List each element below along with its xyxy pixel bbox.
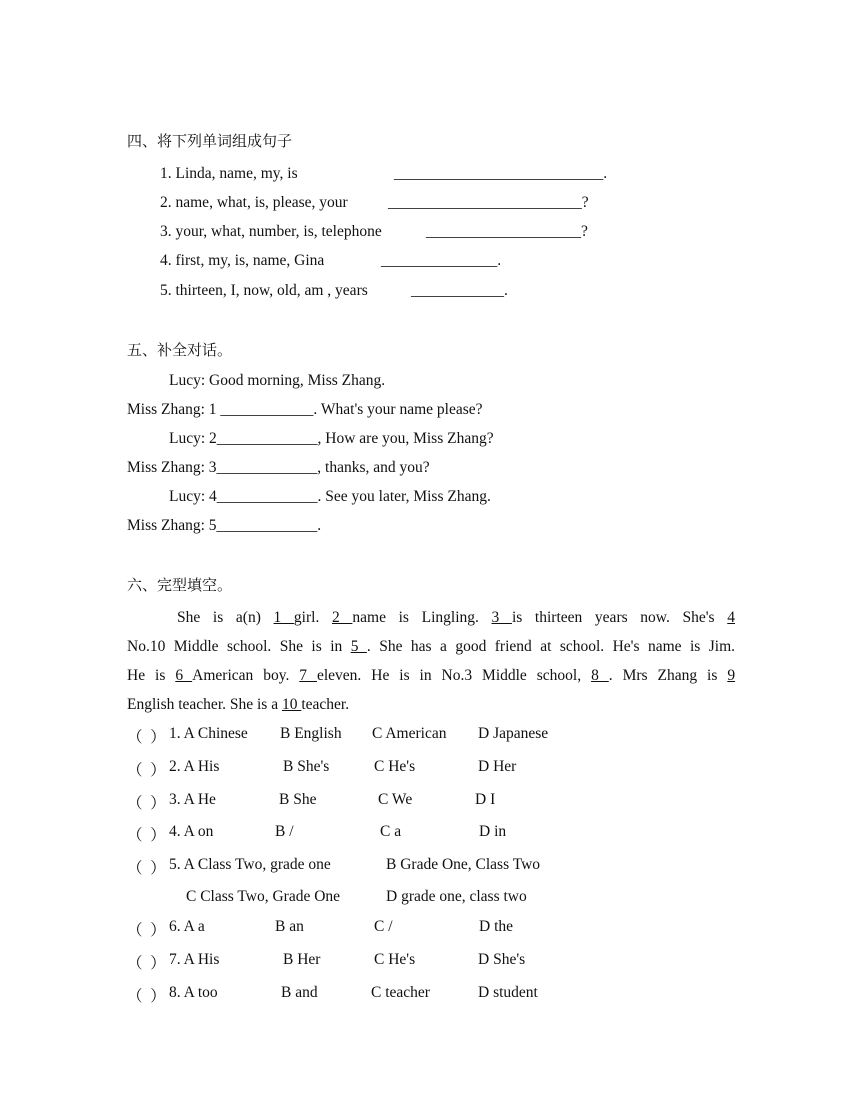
option-c: C He's xyxy=(374,951,416,968)
option-d: D Japanese xyxy=(478,725,549,742)
dialogue-line-6: Miss Zhang: 5_____________. xyxy=(127,517,322,534)
sentence-prompt-3: 3. your, what, number, is, telephone xyxy=(160,223,382,240)
passage-text: is thirteen years now. She's xyxy=(511,609,715,626)
dialogue-line-5: Lucy: 4_____________. See you later, Miss Zhang. xyxy=(169,488,491,505)
option-d: D in xyxy=(479,823,507,840)
option-d: D She's xyxy=(478,951,526,968)
sentence-prompt-4: 4. first, my, is, name, Gina xyxy=(160,252,325,269)
option-b: B Grade One, Class Two xyxy=(386,856,541,873)
passage-text: . Mrs Zhang is xyxy=(608,667,718,684)
passage-text: No.10 Middle school. She is in xyxy=(127,638,343,655)
option-d: D grade one, class two xyxy=(386,888,527,905)
option-c: C Class Two, Grade One xyxy=(186,888,341,905)
option-d: D the xyxy=(479,918,514,935)
section-6-heading: 六、完型填空。 xyxy=(127,576,233,594)
answer-paren[interactable]: （ ） xyxy=(127,860,166,877)
option-c: C teacher xyxy=(371,984,430,1001)
cloze-blank-8[interactable]: 8 xyxy=(591,667,609,684)
answer-paren[interactable]: （ ） xyxy=(127,988,166,1005)
answer-paren[interactable]: （ ） xyxy=(127,762,166,779)
option-c: C a xyxy=(380,823,402,840)
answer-paren[interactable]: （ ） xyxy=(127,922,166,939)
option-a: 4. A on xyxy=(169,823,214,840)
option-a: 7. A His xyxy=(169,951,220,968)
sentence-answer-3[interactable]: ____________________? xyxy=(426,223,588,240)
passage-line-2 xyxy=(127,637,735,666)
option-a: 8. A too xyxy=(169,984,218,1001)
option-b: B English xyxy=(280,725,342,742)
option-b: B an xyxy=(275,918,304,935)
sentence-prompt-2: 2. name, what, is, please, your xyxy=(160,194,348,211)
passage-line-3 xyxy=(127,666,735,695)
sentence-answer-1[interactable]: ___________________________. xyxy=(394,165,608,182)
cloze-blank-3[interactable]: 3 xyxy=(491,609,512,626)
cloze-blank-2[interactable]: 2 xyxy=(331,609,353,626)
cloze-blank-10[interactable]: 10 xyxy=(281,696,302,713)
passage-text: . She has a good friend at school. He's name is Jim. xyxy=(366,638,735,655)
option-c: C American xyxy=(372,725,447,742)
option-a: 5. A Class Two, grade one xyxy=(169,856,331,873)
option-d: D student xyxy=(478,984,538,1001)
answer-paren[interactable]: （ ） xyxy=(127,827,166,844)
section-4-heading: 四、将下列单词组成句子 xyxy=(127,132,293,150)
option-a: 2. A His xyxy=(169,758,220,775)
dialogue-line-2: Miss Zhang: 1 ____________. What's your name please? xyxy=(127,401,483,418)
sentence-prompt-1: 1. Linda, name, my, is xyxy=(160,165,298,182)
option-b: B Her xyxy=(283,951,321,968)
dialogue-line-3: Lucy: 2_____________, How are you, Miss Zhang? xyxy=(169,430,494,447)
cloze-blank-9[interactable]: 9 xyxy=(727,667,736,684)
answer-paren[interactable]: （ ） xyxy=(127,729,166,746)
option-b: B She xyxy=(279,791,317,808)
option-c: C He's xyxy=(374,758,416,775)
option-b: B / xyxy=(275,823,294,840)
option-a: 3. A He xyxy=(169,791,216,808)
option-a: 1. A Chinese xyxy=(169,725,248,742)
cloze-blank-7[interactable]: 7 xyxy=(299,667,317,684)
option-c: C / xyxy=(374,918,393,935)
section-5-heading: 五、补全对话。 xyxy=(127,341,233,359)
passage-text: English teacher. She is a xyxy=(127,696,279,713)
passage-text: teacher. xyxy=(301,696,350,713)
option-d: D I xyxy=(475,791,496,808)
passage-text: American boy. xyxy=(192,667,290,684)
passage-line-4 xyxy=(127,695,735,724)
cloze-passage xyxy=(127,608,735,724)
answer-paren[interactable]: （ ） xyxy=(127,955,166,972)
dialogue-line-4: Miss Zhang: 3_____________, thanks, and you? xyxy=(127,459,430,476)
sentence-answer-2[interactable]: _________________________? xyxy=(388,194,589,211)
option-a: 6. A a xyxy=(169,918,205,935)
passage-text: She is a(n) xyxy=(177,609,261,626)
passage-line-1 xyxy=(127,608,735,637)
cloze-blank-4[interactable]: 4 xyxy=(727,609,735,626)
cloze-blank-5[interactable]: 5 xyxy=(350,638,367,655)
option-c: C We xyxy=(378,791,413,808)
answer-paren[interactable]: （ ） xyxy=(127,795,166,812)
passage-text: He is xyxy=(127,667,166,684)
dialogue-line-1: Lucy: Good morning, Miss Zhang. xyxy=(169,372,386,389)
cloze-blank-6[interactable]: 6 xyxy=(175,667,193,684)
option-b: B and xyxy=(281,984,318,1001)
option-d: D Her xyxy=(478,758,517,775)
passage-text: girl. xyxy=(293,609,320,626)
cloze-blank-1[interactable]: 1 xyxy=(273,609,294,626)
sentence-answer-4[interactable]: _______________. xyxy=(381,252,502,269)
passage-text: name is Lingling. xyxy=(352,609,479,626)
sentence-answer-5[interactable]: ____________. xyxy=(411,282,508,299)
sentence-prompt-5: 5. thirteen, I, now, old, am , years xyxy=(160,282,368,299)
option-b: B She's xyxy=(283,758,330,775)
passage-text: eleven. He is in No.3 Middle school, xyxy=(316,667,582,684)
